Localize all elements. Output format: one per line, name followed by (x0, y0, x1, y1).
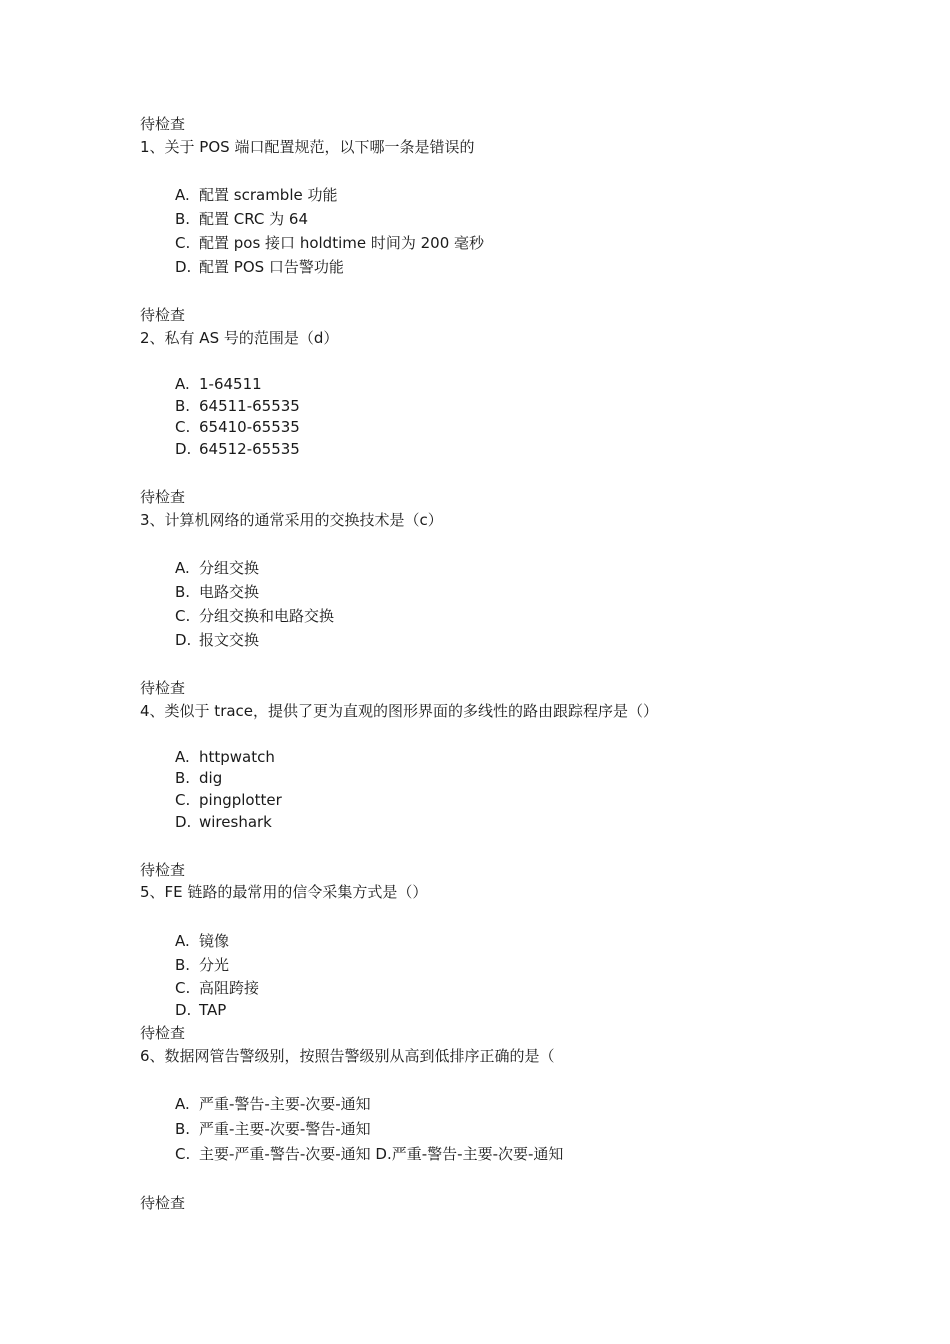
option (175, 747, 275, 767)
option (175, 582, 259, 602)
option-letter: C. (175, 791, 191, 809)
option-letter: B. (175, 210, 191, 228)
option-text: 高阻跨接 (199, 979, 260, 997)
option (175, 630, 259, 650)
option-letter: C. (175, 1145, 191, 1163)
option-letter: C. (175, 234, 191, 252)
question-status: 待检查 (140, 306, 186, 324)
option-letter: D. (175, 258, 192, 276)
option-letter: A. (175, 375, 190, 393)
question-status: 待检查 (140, 1024, 186, 1042)
question-text: 2、私有 AS 号的范围是（d） (140, 329, 339, 347)
option-letter: B. (175, 1120, 191, 1138)
option-text: 1-64511 (199, 375, 262, 393)
option-letter: A. (175, 748, 190, 766)
option-letter: A. (175, 932, 190, 950)
question-status: 待检查 (140, 115, 186, 133)
option-text: 严重-警告-主要-次要-通知 (199, 1095, 371, 1113)
option-text: wireshark (199, 813, 272, 831)
question-text: 6、数据网管告警级别，按照告警级别从高到低排序正确的是（ (140, 1047, 555, 1065)
question-text: 3、计算机网络的通常采用的交换技术是（c） (140, 511, 443, 529)
question-text: 1、关于 POS 端口配置规范，以下哪一条是错误的 (140, 138, 475, 156)
option-text: 分光 (199, 956, 230, 974)
option-text: 配置 POS 口告警功能 (199, 258, 344, 276)
option (175, 768, 222, 788)
option-text: 分组交换 (199, 559, 260, 577)
option-letter: B. (175, 397, 191, 415)
option-text: httpwatch (199, 748, 275, 766)
option (175, 209, 308, 229)
option (175, 417, 300, 437)
option (175, 558, 259, 578)
option-text: 镜像 (199, 932, 230, 950)
option (175, 1000, 226, 1020)
option-text: 主要-严重-警告-次要-通知 D.严重-警告-主要-次要-通知 (199, 1145, 564, 1163)
question-status: 待检查 (140, 488, 186, 506)
option (175, 439, 300, 459)
option-letter: A. (175, 1095, 190, 1113)
option-text: dig (199, 769, 223, 787)
option (175, 931, 229, 951)
option-text: 配置 pos 接口 holdtime 时间为 200 毫秒 (199, 234, 485, 252)
option (175, 790, 282, 810)
option-letter: B. (175, 583, 191, 601)
option (175, 1144, 563, 1164)
question-status: 待检查 (140, 1194, 186, 1212)
option-letter: A. (175, 186, 190, 204)
option-text: 严重-主要-次要-警告-通知 (199, 1120, 371, 1138)
option (175, 812, 272, 832)
option-letter: D. (175, 813, 192, 831)
option (175, 396, 300, 416)
question-status: 待检查 (140, 861, 186, 879)
option-text: 配置 scramble 功能 (199, 186, 338, 204)
option (175, 978, 259, 998)
question-text: 4、类似于 trace，提供了更为直观的图形界面的多线性的路由跟踪程序是（） (140, 702, 659, 720)
option-letter: D. (175, 440, 192, 458)
option (175, 1094, 371, 1114)
question-text: 5、FE 链路的最常用的信令采集方式是（） (140, 883, 428, 901)
option-text: 64511-65535 (199, 397, 300, 415)
option-text: TAP (199, 1001, 227, 1019)
option-letter: C. (175, 607, 191, 625)
option-text: 65410-65535 (199, 418, 300, 436)
option-letter: D. (175, 631, 192, 649)
option-text: 分组交换和电路交换 (199, 607, 335, 625)
option (175, 185, 338, 205)
option-text: 配置 CRC 为 64 (199, 210, 309, 228)
option (175, 374, 262, 394)
option-letter: B. (175, 769, 191, 787)
question-status: 待检查 (140, 679, 186, 697)
option-letter: C. (175, 979, 191, 997)
option-text: 电路交换 (199, 583, 260, 601)
option-letter: D. (175, 1001, 192, 1019)
option-text: 64512-65535 (199, 440, 300, 458)
option-text: 报文交换 (199, 631, 260, 649)
option (175, 1119, 371, 1139)
option-text: pingplotter (199, 791, 282, 809)
option-letter: A. (175, 559, 190, 577)
option (175, 606, 334, 626)
option-letter: C. (175, 418, 191, 436)
option (175, 955, 229, 975)
option (175, 257, 344, 277)
option (175, 233, 484, 253)
option-letter: B. (175, 956, 191, 974)
